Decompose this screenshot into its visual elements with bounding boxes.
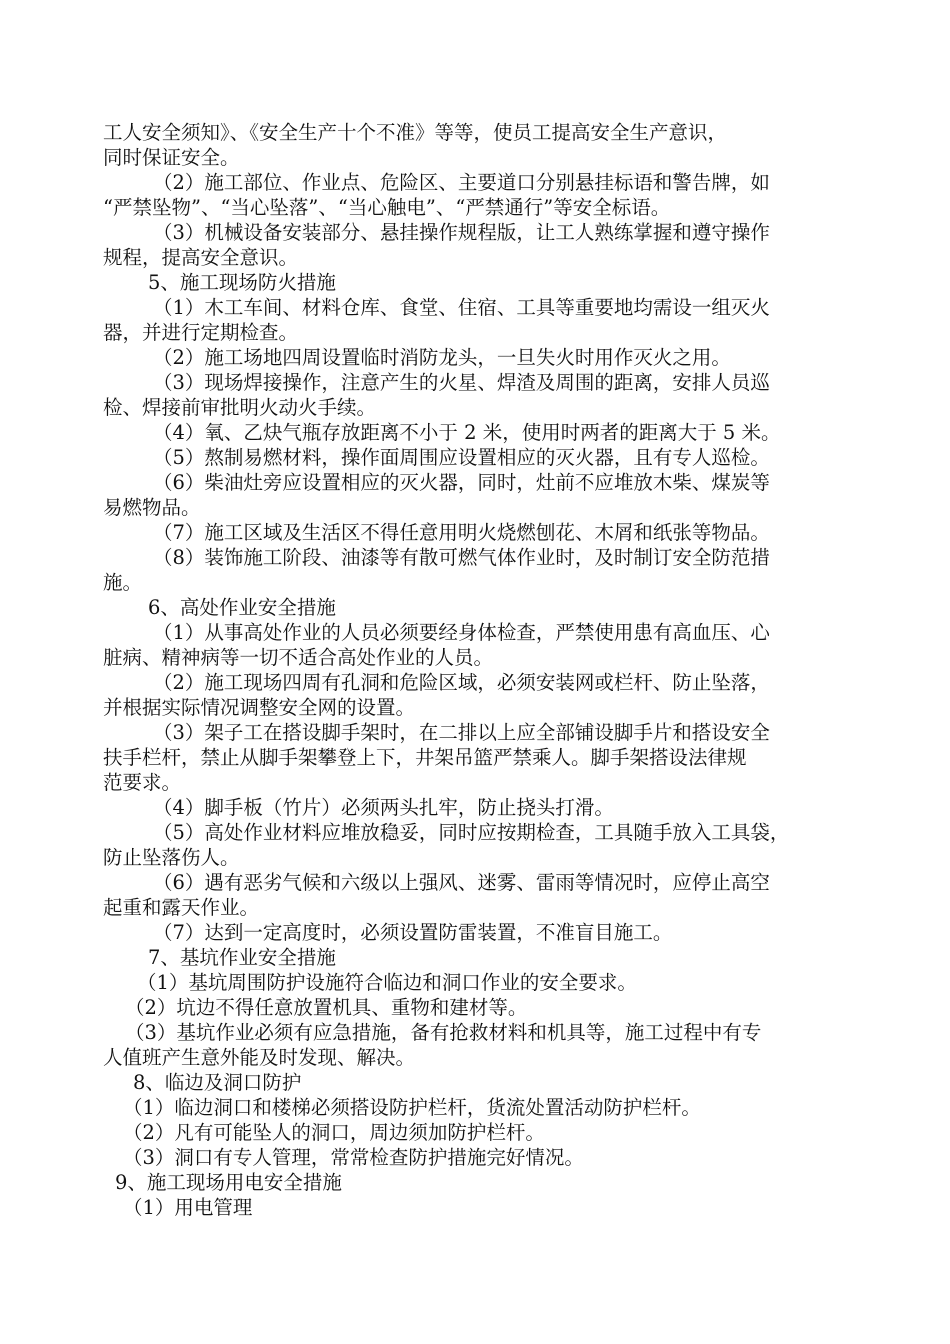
text-line: （6）柴油灶旁应设置相应的灭火器，同时，灶前不应堆放木柴、煤炭等 bbox=[153, 471, 770, 494]
text-line: （1）木工车间、材料仓库、食堂、住宿、工具等重要地均需设一组灭火 bbox=[153, 296, 770, 319]
text-line: “严禁坠物”、“当心坠落”、“当心触电”、“严禁通行”等安全标语。 bbox=[103, 196, 671, 219]
text-line: （2）坑边不得任意放置机具、重物和建材等。 bbox=[125, 996, 528, 1019]
text-line: （8）装饰施工阶段、油漆等有散可燃气体作业时，及时制订安全防范措 bbox=[153, 546, 770, 569]
text-line: 人值班产生意外能及时发现、解决。 bbox=[103, 1046, 416, 1069]
text-line: （2）施工场地四周设置临时消防龙头，一旦失火时用作灭火之用。 bbox=[153, 346, 731, 369]
text-line: （1）临边洞口和楼梯必须搭设防护栏杆，货流处置活动防护栏杆。 bbox=[123, 1096, 701, 1119]
text-line: （7）达到一定高度时，必须设置防雷装置，不准盲目施工。 bbox=[153, 921, 673, 944]
text-line: （2）凡有可能坠人的洞口，周边须加防护栏杆。 bbox=[123, 1121, 545, 1144]
section-heading: 8、临边及洞口防护 bbox=[133, 1071, 302, 1094]
text-line: 施。 bbox=[103, 571, 143, 594]
text-line: （7）施工区域及生活区不得任意用明火烧燃刨花、木屑和纸张等物品。 bbox=[153, 521, 770, 544]
text-line: （6）遇有恶劣气候和六级以上强风、迷雾、雷雨等情况时，应停止高空 bbox=[153, 871, 770, 894]
text-line: （3）现场焊接操作，注意产生的火星、焊渣及周围的距离，安排人员巡 bbox=[153, 371, 770, 394]
text-line: （1）从事高处作业的人员必须要经身体检查，严禁使用患有高血压、心 bbox=[153, 621, 770, 644]
text-line: 规程，提高安全意识。 bbox=[103, 246, 299, 269]
text-line: （1）基坑周围防护设施符合临边和洞口作业的安全要求。 bbox=[137, 971, 637, 994]
text-line: 脏病、精神病等一切不适合高处作业的人员。 bbox=[103, 646, 494, 669]
text-line: 扶手栏杆，禁止从脚手架攀登上下，井架吊篮严禁乘人。脚手架搭设法律规 bbox=[103, 746, 747, 769]
section-heading: 7、基坑作业安全措施 bbox=[148, 946, 336, 969]
section-heading: 9、施工现场用电安全措施 bbox=[115, 1171, 342, 1194]
section-heading: 6、高处作业安全措施 bbox=[148, 596, 336, 619]
text-line: （5）熬制易燃材料，操作面周围应设置相应的灭火器，且有专人巡检。 bbox=[153, 446, 770, 469]
text-line: 起重和露天作业。 bbox=[103, 896, 260, 919]
text-line: 并根据实际情况调整安全网的设置。 bbox=[103, 696, 416, 719]
text-line: （2）施工现场四周有孔洞和危险区域，必须安装网或栏杆、防止坠落， bbox=[153, 671, 770, 694]
text-line: 工人安全须知》、《安全生产十个不准》等等，使员工提高安全生产意识， bbox=[103, 121, 728, 144]
text-line: （1）用电管理 bbox=[123, 1196, 253, 1219]
text-line: （5）高处作业材料应堆放稳妥，同时应按期检查，工具随手放入工具袋， bbox=[153, 821, 790, 844]
text-line: （2）施工部位、作业点、危险区、主要道口分别悬挂标语和警告牌，如 bbox=[153, 171, 770, 194]
section-heading: 5、施工现场防火措施 bbox=[148, 271, 336, 294]
text-line: 范要求。 bbox=[103, 771, 182, 794]
text-line: （3）架子工在搭设脚手架时，在二排以上应全部铺设脚手片和搭设安全 bbox=[153, 721, 770, 744]
text-line: （3）基坑作业必须有应急措施，备有抢救材料和机具等，施工过程中有专 bbox=[125, 1021, 762, 1044]
text-line: （4）氧、乙炔气瓶存放距离不小于 2 米，使用时两者的距离大于 5 米。 bbox=[153, 421, 781, 444]
document-body bbox=[103, 120, 855, 1220]
text-line: 器，并进行定期检查。 bbox=[103, 321, 299, 344]
text-line: （4）脚手板（竹片）必须两头扎牢，防止挠头打滑。 bbox=[153, 796, 614, 819]
text-line: 防止坠落伤人。 bbox=[103, 846, 240, 869]
text-line: （3）机械设备安装部分、悬挂操作规程版，让工人熟练掌握和遵守操作 bbox=[153, 221, 770, 244]
text-line: （3）洞口有专人管理，常常检查防护措施完好情况。 bbox=[123, 1146, 584, 1169]
text-line: 同时保证安全。 bbox=[103, 146, 240, 169]
text-line: 检、焊接前审批明火动火手续。 bbox=[103, 396, 377, 419]
text-line: 易燃物品。 bbox=[103, 496, 201, 519]
